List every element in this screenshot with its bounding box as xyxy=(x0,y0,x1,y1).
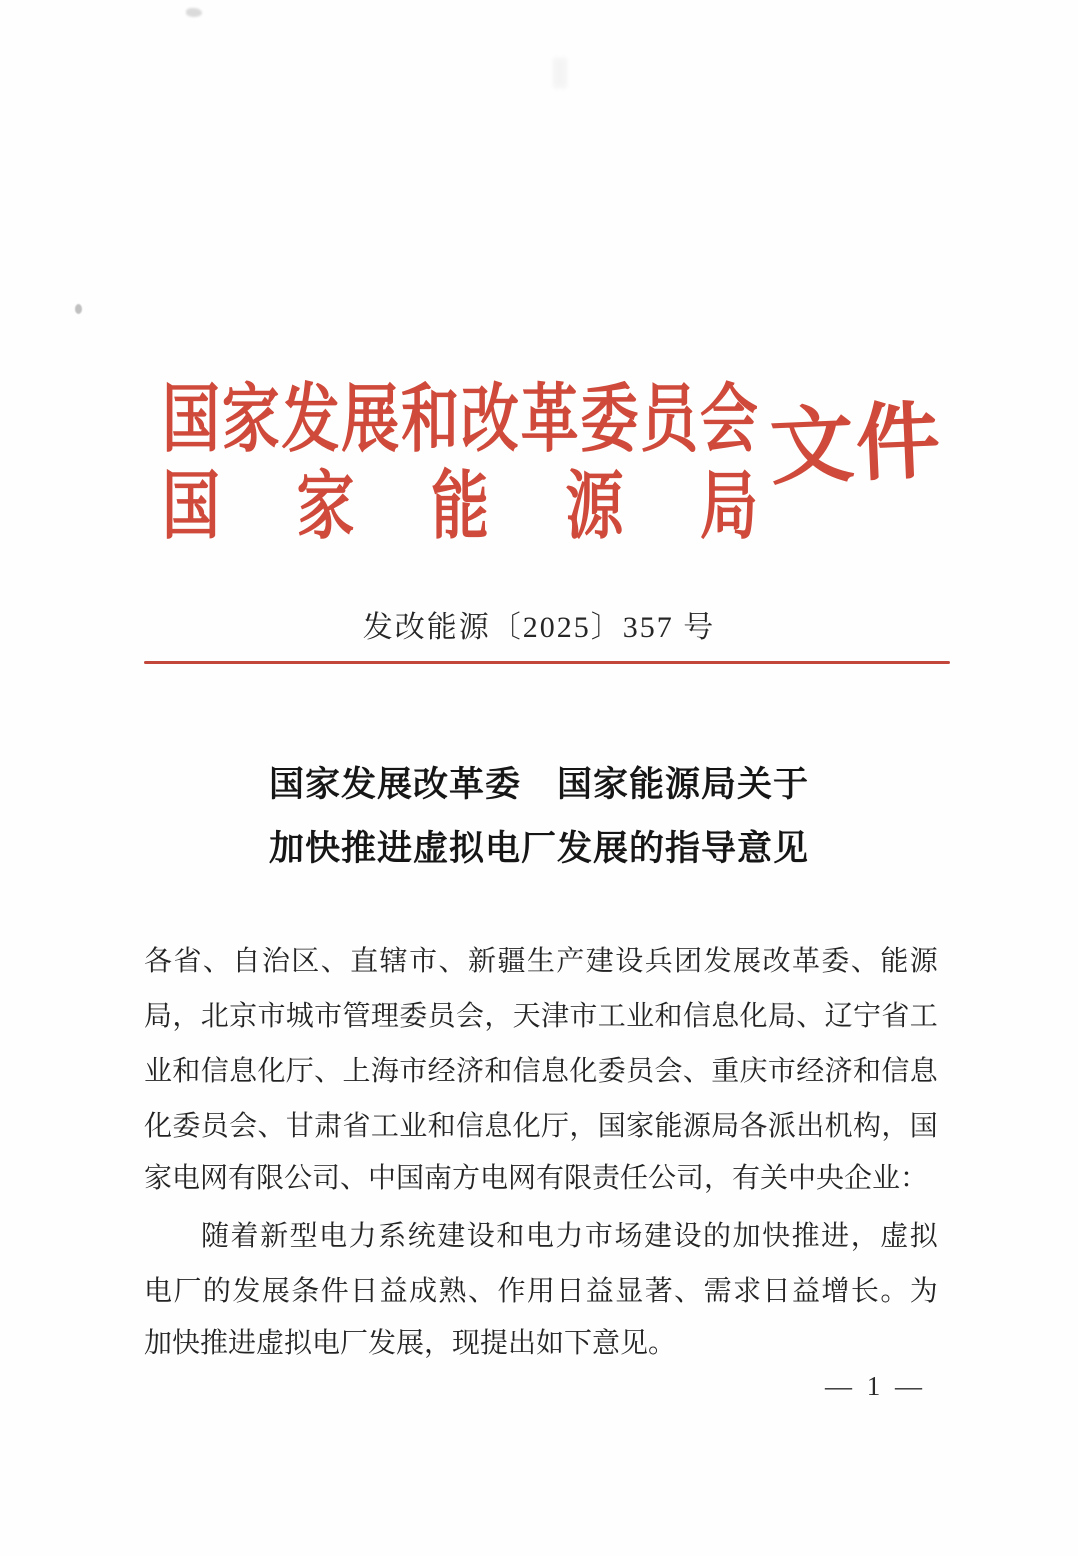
doc-type-label: 文件 xyxy=(768,395,944,496)
doc-number: 发改能源〔2025〕357 号 xyxy=(362,611,716,644)
scan-artifact xyxy=(75,304,82,314)
paragraph-line: 电 厂 的 发 展 条 件 日 益 成 熟 、 作 用 日 益 显 著 、 需 求 日 益 增 长 。 为 xyxy=(144,1275,938,1307)
title-line-2: 加快推进虚拟电厂发展的指导意见 xyxy=(268,829,809,868)
paragraph-line: 随 着 新 型 电 力 系 统 建 设 和 电 力 市 场 建 设 的 加 快 推 进 ， 虚 拟 xyxy=(201,1220,938,1252)
letterhead xyxy=(162,377,758,549)
document-body xyxy=(144,931,938,1371)
title-line-1: 国家发展改革委 国家能源局关于 xyxy=(268,765,809,804)
document-title xyxy=(0,753,1078,881)
salutation-line: 各 省 、 自 治 区 、 直 辖 市 、 新 疆 生 产 建 设 兵 团 发 展 改 革 委 、 能 源 xyxy=(144,945,938,977)
salutation-line: 局 ， 北 京 市 城 市 管 理 委 员 会 ， 天 津 市 工 业 和 信 息 化 局 、 辽 宁 省 工 xyxy=(144,1000,938,1032)
red-separator-line xyxy=(144,661,950,664)
agency-name-line2: 国 家 能 源 局 xyxy=(162,464,758,549)
page-number: — 1 — xyxy=(825,1371,926,1401)
scan-artifact xyxy=(553,58,567,88)
agency-name-line1: 国 家 发 展 和 改 革 委 员 会 xyxy=(162,377,758,462)
paragraph-line: 加快推进虚拟电厂发展，现提出如下意见。 xyxy=(144,1328,677,1359)
salutation-line: 业 和 信 息 化 厅 、 上 海 市 经 济 和 信 息 化 委 员 会 、 重 庆 市 经 济 和 信 息 xyxy=(144,1055,938,1087)
scan-artifact xyxy=(186,8,202,17)
salutation-line: 化 委 员 会 、 甘 肃 省 工 业 和 信 息 化 厅 ， 国 家 能 源 局 各 派 出 机 构 ， 国 xyxy=(144,1110,938,1142)
salutation-line: 家电网有限公司、中国南方电网有限责任公司，有关中央企业： xyxy=(144,1163,929,1194)
